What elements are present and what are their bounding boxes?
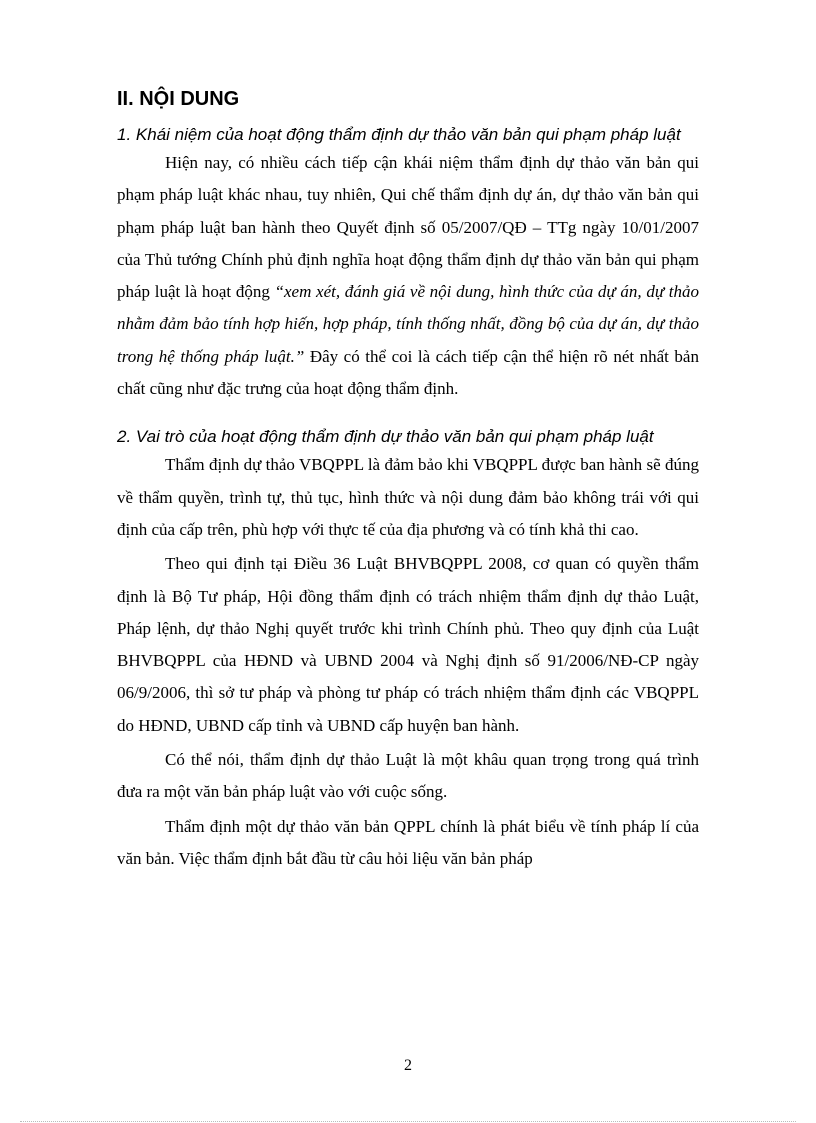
page-number: 2 [404, 1057, 412, 1074]
paragraph: Có thể nói, thẩm định dự thảo Luật là một khâu quan trọng trong quá trình đưa ra một văn bản pháp luật vào với cuộc sống. [117, 750, 699, 802]
page-content [117, 88, 699, 877]
paragraph-1-text-start: Hiện nay, có nhiều cách tiếp cận khái niệm thẩm định dự thảo văn bản qui phạm pháp luật khác nhau, tuy nhiên, Qui chế thẩm định dự án, dự thảo văn bản qui phạm pháp luật ban hành theo Quyết định số 05/2007/QĐ – TTg ngày 10/01/2007 của Thủ tướng Chính phủ định nghĩa hoạt động thẩm định dự thảo văn bản qui phạm pháp luật là hoạt động [117, 153, 699, 302]
paragraph: Theo qui định tại Điều 36 Luật BHVBQPPL 2008, cơ quan có quyền thẩm định là Bộ Tư pháp, Hội đồng thẩm định có trách nhiệm thẩm định dự thảo Luật, Pháp lệnh, dự thảo Nghị quyết trước khi trình Chính phủ. Theo quy định của Luật BHVBQPPL của HĐND và UBND 2004 và Nghị định số 91/2006/NĐ-CP ngày 06/9/2006, thì sở tư pháp và phòng tư pháp có trách nhiệm thẩm định các VBQPPL do HĐND, UBND cấp tỉnh và UBND cấp huyện ban hành. [117, 554, 699, 735]
paragraph-1-text-end: Đây có thể coi là cách tiếp cận thể hiện rõ nét nhất bản chất cũng như đặc trưng của hoạt động thẩm định. [117, 346, 699, 399]
paragraph-1-quote: “xem xét, đánh giá về nội dung, hình thức của dự án, dự thảo nhằm đảm bảo tính hợp hiến, hợp pháp, tính thống nhất, đồng bộ của dự án, dự thảo trong hệ thống pháp luật.” [117, 282, 700, 366]
subsection-title-1: 1. Khái niệm của hoạt động thẩm định dự thảo văn bản qui phạm pháp luật [117, 125, 681, 144]
paragraph: Thẩm định một dự thảo văn bản QPPL chính là phát biểu về tính pháp lí của văn bản. Việc thẩm định bắt đầu từ câu hỏi liệu văn bản pháp [117, 816, 699, 868]
subsection-title-2: 2. Vai trò của hoạt động thẩm định dự thảo văn bản qui phạm pháp luật [117, 427, 654, 447]
paragraph-1 [117, 147, 699, 405]
page-bottom-divider [20, 1121, 796, 1122]
section-heading: II. NỘI DUNG [117, 88, 240, 110]
paragraph: Thẩm định dự thảo VBQPPL là đảm bảo khi VBQPPL được ban hành sẽ đúng về thẩm quyền, trình tự, thủ tục, hình thức và nội dung đảm bảo không trái với qui định của cấp trên, phù hợp với thực tế của địa phương và có tính khả thi cao. [117, 455, 699, 539]
